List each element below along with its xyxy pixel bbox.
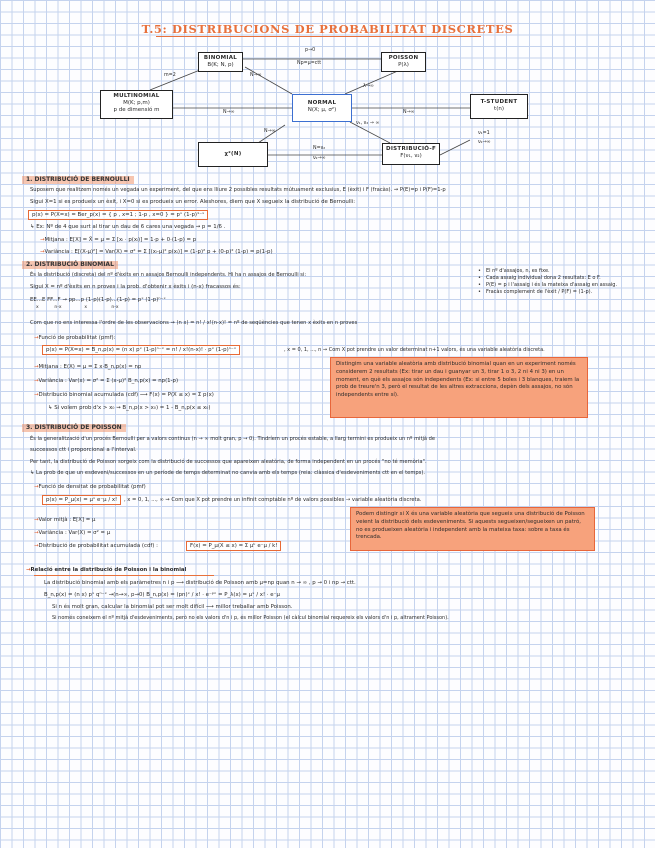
node-multinomial-sub: M(K; p,m) bbox=[123, 100, 150, 106]
node-tstudent-sub: t(n) bbox=[494, 106, 504, 112]
node-normal-name: NORMAL bbox=[307, 100, 337, 106]
node-multinomial bbox=[100, 90, 173, 119]
bernoulli-formula: p(x) = P(X=x) = Ber_p(x) = { p , x=1 ; 1-p , x=0 } = pˣ (1-p)¹⁻ˣ bbox=[28, 210, 208, 220]
relation-underline bbox=[34, 575, 214, 576]
binomial-cdf: → Distribució binomial acumulada (cdf) ⟶ F(x) = P(X ≤ x) = Σ p(x) bbox=[34, 392, 214, 399]
relation-line-1: La distribució binomial amb els paràmetres n i p ⟶ distribució de Poisson amb μ=np quan n → ∞ , p → 0 i np → ctt. bbox=[44, 580, 356, 586]
node-multinomial-name: MULTINOMIAL bbox=[113, 93, 160, 99]
relation-formula: B_n,p(x) = (n x) pˣ qⁿ⁻ˣ →(n→∞, p→0) B_n,p(x) = (pn)ˣ / x! · e⁻ᵖⁿ = P_λ(x) = μˣ / x! · e⁻μ bbox=[44, 592, 280, 598]
poisson-pmf-label: → Funció de densitat de probabilitat (pmf) bbox=[34, 484, 146, 491]
edge-label-np: Np=μ=ctt bbox=[297, 61, 322, 66]
edge-label-v2: N=ν₂ bbox=[313, 146, 326, 151]
binomial-line-1: És la distribució (discreta) del nº d'èxits en n assajos Bernoulli independents. Hi ha n assajos de Bernoulli si: bbox=[30, 272, 307, 278]
node-binomial-name: BINOMIAL bbox=[203, 55, 238, 61]
poisson-line-4: ↳ La prob de que un esdeveni/successos en un període de temps determinat no canvia amb els temps (reia: clàssica d'esdeveniments ctt en el temps). bbox=[30, 470, 426, 476]
node-f-distribution bbox=[382, 143, 440, 165]
node-binomial-sub: B(K; N, p) bbox=[207, 62, 234, 68]
bernoulli-variancia: → Variància : E[(X-μ)²] = Var(X) = σ² = Σ [(xᵢ-μ)² p(xᵢ)] = (1-p)² p + (0-p)² (1-p) = p(1-p) bbox=[40, 249, 273, 256]
node-f-sub: F(ν₁, ν₂) bbox=[400, 153, 422, 159]
relation-bullet-1: Si n és molt gran, calcular la binomial pot ser molt difícil ⟶ millor treballar amb Poisson. bbox=[52, 604, 293, 610]
edge-label-ninf2: N→∞ bbox=[223, 110, 235, 115]
binomial-conditions bbox=[478, 268, 653, 296]
node-poisson-sub: P(λ) bbox=[398, 62, 409, 68]
binomial-pmf-label: → Funció de probabilitat (pmf): bbox=[34, 335, 115, 342]
node-normal bbox=[292, 94, 352, 122]
poisson-line-3: Per tant, la distribució de Poisson sorgeix com la distribució de successos que apareixen aleatòria, de forma independent en un procés "no té memòria". bbox=[30, 459, 427, 465]
node-poisson-name: POISSON bbox=[388, 55, 419, 61]
section-heading-poisson: 3. DISTRIBUCIÓ DE POISSON bbox=[22, 424, 126, 432]
bernoulli-line-1: Suposem que realitzem només un vegada un experiment, del que ens lliure 2 possibles resultats mútuament exclusius, E (èxit) i F (fracàs). ⇝ P(E)=p i P(F)=1-p bbox=[30, 187, 446, 193]
binomial-condition: • P(E) = p i l'assaig i és la mateixa d'assaig en assaig. bbox=[478, 282, 653, 289]
node-normal-sub: N(X; μ, σ²) bbox=[307, 107, 337, 113]
binomial-combinations: Com que no ens interessa l'ordre de les observacions ⇝ (n x) = n! / x!(n-x)! = nº de seqüències que tenen x èxits en n proves bbox=[30, 320, 358, 326]
binomial-cdf-complement: ↳ Si volem prob d'x > x₀ ⇝ B_n,p(x > x₀) = 1 - B_n,p(x ≤ x₀) bbox=[48, 405, 211, 411]
edge-label-lambda: λ→∞ bbox=[363, 84, 374, 89]
edge-label-ninf4: N→∞ bbox=[264, 129, 276, 134]
binomial-condition: • Fracàs complement de l'èxit / P(F) = (1-p). bbox=[478, 289, 653, 296]
relation-heading: → Relació entre la distribució de Poisson i la binomial bbox=[26, 567, 186, 574]
node-binomial bbox=[198, 52, 243, 72]
edge-label-fnote: ν₂→∞ bbox=[478, 140, 491, 145]
bernoulli-example: ↳ Ex: Nº de 4 que surt al tirar un dau de 6 cares una vegada ⇝ p = 1/6 . bbox=[30, 224, 226, 230]
edge-label-p0: p→0 bbox=[305, 48, 316, 53]
edge-label-m2: m=2 bbox=[164, 73, 176, 78]
poisson-line-2: successos ctt i proporcional a l'interval. bbox=[30, 447, 137, 453]
edge-label-ninf3: N→∞ bbox=[403, 110, 415, 115]
binomial-condition: • El nº d'assajos, n, es fixe. bbox=[478, 268, 653, 275]
node-chi-squared bbox=[198, 142, 268, 167]
poisson-line-1: És la generalització d'un procés Bernoulli per a valors continus (n → ∞ molt gran, p → 0). Tindríem un procés estable, a llarg termini es produeix un nº mitjà de bbox=[30, 436, 435, 442]
node-chi-name: χ²(N) bbox=[224, 151, 242, 157]
bernoulli-mitjana: → Mitjana : E[X] = X̄ = μ = Σ [xᵢ · p(xᵢ)] = 1·p + 0·(1-p) = p bbox=[40, 237, 196, 244]
node-poisson bbox=[381, 52, 426, 72]
binomial-variancia: → Variància : Var(x) = σ² = Σ (x-μ)² B_n,p(x) = np(1-p) bbox=[34, 378, 178, 385]
binomial-pmf-tail: , x = 0, 1, ..., n ⇝ Com X pot prendre un valor determinat n+1 valors, és una variable aleatòria discreta. bbox=[284, 347, 545, 353]
binomial-line-2: Sigui X = nº d'èxits en n proves i la prob. d'obtenir x èxits i (n-x) fracassos és: bbox=[30, 284, 241, 290]
section-heading-binomial: 2. DISTRIBUCIÓ BINOMIAL bbox=[22, 261, 118, 269]
edge-label-nu: ν₁, ν₂ → ∞ bbox=[356, 121, 380, 126]
binomial-condition: • Cada assaig individual dona 2 resultats: E o F. bbox=[478, 275, 653, 282]
poisson-variancia: → Variància : Var(X) = σ² = μ bbox=[34, 530, 110, 537]
poisson-note: Podem distingir si X és una variable aleatòria que segueix una distribució de Poisson veient la distribució dels esdeveniments. Si aquests segueixen/segueixen un patró, no es produeixen aleatòria i independent amb la mateixa taxa: sobre a taxa és trencada. bbox=[350, 507, 595, 551]
page-title: T.5: DISTRIBUCIONS DE PROBABILITAT DISCRETES bbox=[141, 22, 514, 36]
node-tstudent-name: T-STUDENT bbox=[480, 99, 518, 105]
poisson-cdf-label: → Distribució de probabilitat acumulada (cdf) : bbox=[34, 543, 158, 550]
binomial-sequence-under: x n-x x n-x bbox=[36, 305, 119, 310]
relation-bullet-2: Si només coneixem el nº mitjà d'esdeveniments, però no els valors d'n i p, és millor Poisson (el càlcul binomial requereix els valors d'n i p, altrament Poisson). bbox=[52, 615, 449, 621]
section-heading-bernoulli: 1. DISTRIBUCIÓ DE BERNOULLI bbox=[22, 176, 134, 184]
bernoulli-line-2: Sigui X=1 si es produeix un èxit, i X=0 si es produeix un error. Aleshores, diem que X segueix la distribució de Bernoulli: bbox=[30, 199, 356, 205]
poisson-pmf-tail: , x = 0, 1, ..., ∞ ⇝ Com que X pot prendre un infinit comptable nº de valors possibles → variable aleatòria discreta. bbox=[124, 497, 422, 503]
node-f-name: DISTRIBUCIÓ-F bbox=[385, 146, 437, 152]
edge-label-nu1: ν₁=1 bbox=[478, 131, 490, 136]
binomial-note: Distingim una variable aleatòria amb distribució binomial quan en un experiment només considerem 2 resultats (Ex: tirar un dau i guanyar un 3, tirar 1 o 3, 2 ni 4 ni 3) en un moment, en què els assajos són independents (Ex: si entre 5 boles i 3 blanques, traiem la prob de treure'n 3, però el resultat de les altres extraccions, depèn dels assajos, no són independents entre sí). bbox=[330, 357, 588, 418]
edge-label-v2inf: ν₂→∞ bbox=[313, 156, 326, 161]
poisson-pmf-formula: p(x) = P_μ(x) = μˣ e⁻μ / x! bbox=[42, 495, 121, 505]
edge-label-ninf1: N→∞ bbox=[250, 73, 262, 78]
poisson-mitjana: → Valor mitjà : E[X] = μ bbox=[34, 517, 95, 524]
node-tstudent bbox=[470, 94, 528, 119]
poisson-cdf-formula: F(x) = P_μ(X ≤ x) = Σ μᵏ e⁻μ / k! bbox=[186, 541, 281, 551]
binomial-sequence: EE...E FF...F → pp...p (1-p)(1-p)...(1-p) = pˣ (1-p)ⁿ⁻ˣ bbox=[30, 297, 166, 303]
binomial-mitjana: → Mitjana : E(X) = μ = Σ x·B_n,p(x) = np bbox=[34, 364, 141, 371]
node-multinomial-sub2: p de dimensió m bbox=[113, 107, 160, 113]
binomial-pmf-formula: p(x) = P(X=x) = B_n,p(x) = (n x) pˣ (1-p)ⁿ⁻ˣ = n! / x!(n-x)! · pˣ (1-p)ⁿ⁻ˣ bbox=[42, 345, 240, 355]
